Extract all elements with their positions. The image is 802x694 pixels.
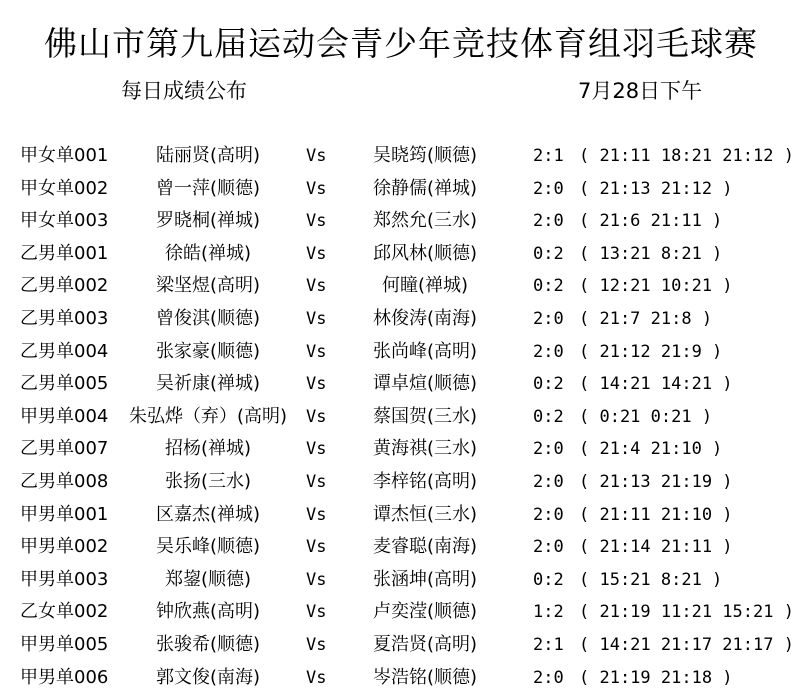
match-result: 2:0 (533, 537, 564, 558)
match-scores: ( 21:14 21:11 ) (579, 537, 733, 558)
match-result: 2:0 (533, 178, 564, 199)
match-player2: 何瞳(禅城) (381, 275, 469, 297)
match-player2: 李梓铭(高明) (372, 470, 478, 492)
match-result: 2:0 (533, 471, 564, 492)
match-player2: 岑浩铭(顺德) (372, 666, 478, 688)
match-player1: 陆丽贤(高明) (155, 145, 261, 166)
match-scores: ( 21:13 21:12 ) (579, 178, 733, 199)
match-result: 0:2 (533, 276, 564, 297)
match-result: 2:0 (533, 439, 564, 460)
match-vs: Vs (306, 537, 327, 558)
match-player1: 郑鋆(顺德) (164, 568, 252, 590)
match-player1: 曾一萍(顺德) (155, 177, 261, 199)
match-player2: 吴晓筠(顺德) (372, 145, 478, 166)
match-scores: ( 21:19 11:21 15:21 ) (579, 602, 794, 623)
match-event: 甲男单004 (20, 405, 109, 427)
match-row (0, 173, 802, 206)
match-row (0, 205, 802, 238)
match-event: 甲男单001 (20, 503, 109, 525)
match-event: 乙男单008 (20, 470, 109, 492)
match-event: 乙男单002 (20, 275, 109, 297)
match-scores: ( 14:21 21:17 21:17 ) (579, 634, 794, 655)
match-scores: ( 21:4 21:10 ) (579, 439, 723, 460)
match-player1: 曾俊淇(顺德) (155, 307, 261, 329)
match-player1: 朱弘烨（弃）(高明) (128, 405, 288, 427)
match-event: 乙男单001 (20, 242, 109, 264)
match-event: 甲女单001 (20, 145, 109, 166)
match-scores: ( 15:21 8:21 ) (579, 569, 723, 590)
match-vs: Vs (306, 211, 327, 232)
match-event: 甲女单003 (20, 210, 109, 232)
match-row (0, 499, 802, 532)
match-scores: ( 21:19 21:18 ) (579, 667, 733, 688)
match-player2: 郑然允(三水) (372, 210, 478, 232)
subtitle-date: 7月28日下午 (578, 79, 703, 103)
match-scores: ( 21:12 21:9 ) (579, 341, 723, 362)
match-vs: Vs (306, 504, 327, 525)
match-player2: 蔡国贺(三水) (372, 405, 478, 427)
match-player2: 谭卓煊(顺德) (372, 373, 478, 395)
match-player1: 吴祈康(禅城) (155, 373, 261, 395)
match-player1: 招杨(禅城) (164, 438, 252, 460)
match-row (0, 270, 802, 303)
match-row (0, 336, 802, 369)
match-result: 2:1 (533, 146, 564, 166)
match-scores: ( 13:21 8:21 ) (579, 243, 723, 264)
match-player1: 张家豪(顺德) (155, 340, 261, 362)
match-scores: ( 0:21 0:21 ) (579, 406, 713, 427)
match-vs: Vs (306, 341, 327, 362)
match-vs: Vs (306, 146, 327, 166)
match-row (0, 238, 802, 271)
match-result: 2:0 (533, 667, 564, 688)
match-player2: 黄海祺(三水) (372, 438, 478, 460)
match-row (0, 662, 802, 694)
match-vs: Vs (306, 634, 327, 655)
match-row (0, 531, 802, 564)
match-row (0, 368, 802, 401)
match-row (0, 596, 802, 629)
results-list (0, 140, 802, 694)
match-vs: Vs (306, 471, 327, 492)
match-row (0, 564, 802, 597)
match-scores: ( 21:7 21:8 ) (579, 308, 713, 329)
match-vs: Vs (306, 406, 327, 427)
match-player2: 徐静儒(禅城) (372, 177, 478, 199)
match-scores: ( 21:11 21:10 ) (579, 504, 733, 525)
match-result: 0:2 (533, 243, 564, 264)
match-result: 2:0 (533, 504, 564, 525)
match-event: 乙女单002 (20, 601, 109, 623)
match-event: 甲男单005 (20, 633, 109, 655)
match-vs: Vs (306, 374, 327, 395)
match-event: 甲男单003 (20, 568, 109, 590)
match-vs: Vs (306, 243, 327, 264)
match-player1: 钟欣燕(高明) (155, 601, 261, 623)
match-result: 2:1 (533, 634, 564, 655)
page-title: 佛山市第九届运动会青少年竞技体育组羽毛球赛 (44, 24, 758, 63)
match-event: 乙男单007 (20, 438, 109, 460)
match-player2: 林俊涛(南海) (372, 307, 478, 329)
match-result: 2:0 (533, 308, 564, 329)
match-player1: 区嘉杰(禅城) (155, 503, 261, 525)
match-row (0, 303, 802, 336)
match-result: 2:0 (533, 341, 564, 362)
match-player2: 谭杰恒(三水) (372, 503, 478, 525)
match-result: 2:0 (533, 211, 564, 232)
match-player1: 徐皓(禅城) (164, 242, 252, 264)
match-vs: Vs (306, 439, 327, 460)
match-event: 乙男单005 (20, 373, 109, 395)
match-scores: ( 14:21 14:21 ) (579, 374, 733, 395)
match-event: 乙男单003 (20, 307, 109, 329)
match-player1: 吴乐峰(顺德) (155, 536, 261, 558)
match-vs: Vs (306, 667, 327, 688)
match-result: 0:2 (533, 569, 564, 590)
match-row (0, 629, 802, 662)
match-scores: ( 12:21 10:21 ) (579, 276, 733, 297)
match-result: 0:2 (533, 374, 564, 395)
match-vs: Vs (306, 276, 327, 297)
match-scores: ( 21:13 21:19 ) (579, 471, 733, 492)
match-scores: ( 21:11 18:21 21:12 ) (579, 146, 794, 166)
match-event: 甲男单006 (20, 666, 109, 688)
match-result: 0:2 (533, 406, 564, 427)
match-player2: 张尚峰(高明) (372, 340, 478, 362)
match-player2: 张涵坤(高明) (372, 568, 478, 590)
match-player2: 麦睿聪(南海) (372, 536, 478, 558)
match-player1: 张骏希(顺德) (155, 633, 261, 655)
match-vs: Vs (306, 178, 327, 199)
match-player2: 卢奕滢(顺德) (372, 601, 478, 623)
match-event: 甲女单002 (20, 177, 109, 199)
match-vs: Vs (306, 308, 327, 329)
subtitle-daily-results: 每日成绩公布 (121, 79, 247, 103)
match-player1: 张扬(三水) (164, 470, 252, 492)
match-event: 甲男单002 (20, 536, 109, 558)
match-row (0, 433, 802, 466)
match-event: 乙男单004 (20, 340, 109, 362)
match-player1: 郭文俊(南海) (155, 666, 261, 688)
match-player1: 罗晓桐(禅城) (155, 210, 261, 232)
match-row (0, 401, 802, 434)
match-result: 1:2 (533, 602, 564, 623)
match-vs: Vs (306, 602, 327, 623)
match-player1: 梁坚煜(高明) (155, 275, 261, 297)
match-row (0, 466, 802, 499)
match-player2: 邱风林(顺德) (372, 242, 478, 264)
match-row (0, 140, 802, 173)
match-vs: Vs (306, 569, 327, 590)
match-scores: ( 21:6 21:11 ) (579, 211, 723, 232)
match-player2: 夏浩贤(高明) (372, 633, 478, 655)
